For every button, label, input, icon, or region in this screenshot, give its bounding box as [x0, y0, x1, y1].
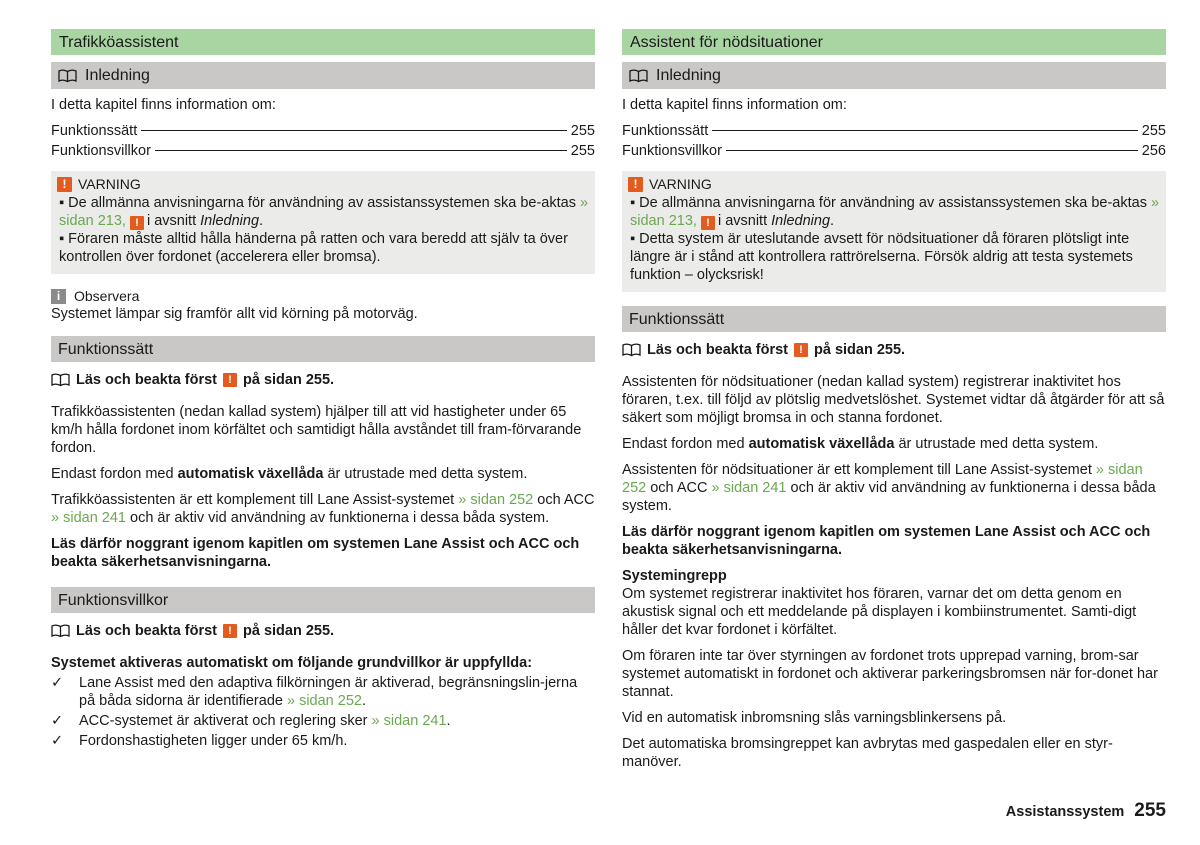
note-text: Systemet lämpar sig framför allt vid körning på motorväg.: [51, 306, 418, 322]
book-icon: [51, 373, 70, 387]
page-link[interactable]: » sidan 252: [458, 492, 534, 508]
paragraph: Endast fordon med automatisk växellåda är utrustade med detta system.: [51, 466, 528, 482]
intro-text: I detta kapitel finns information om:: [51, 97, 276, 113]
footer-section: Assistanssystem: [1005, 804, 1125, 820]
warning-icon: !: [628, 177, 643, 192]
section-title: Funktionssätt: [622, 306, 1166, 332]
toc-leader: [712, 130, 1138, 131]
paragraph: Om föraren inte tar över styrningen av fordonet trots upprepad varning, brom-sar systemet automatiskt in fordonet och aktiverar parkeringsbromsen när for-donet har stannat.: [622, 648, 1158, 700]
warning-header: [57, 175, 589, 193]
section-title: Funktionssätt: [51, 336, 595, 362]
toc-label: Funktionssätt: [622, 123, 709, 139]
note-title: Observera: [74, 288, 140, 304]
toc-label: Funktionssätt: [51, 123, 138, 139]
warning-icon: !: [130, 216, 144, 230]
check-icon: ✓: [51, 733, 64, 749]
toc-page: 255: [570, 123, 595, 139]
toc-entry[interactable]: [622, 142, 1166, 162]
toc-leader: [155, 150, 567, 151]
paragraph: Systemet aktiveras automatiskt om följande grundvillkor är uppfyllda:: [51, 655, 533, 671]
page-link[interactable]: » sidan 213,: [630, 195, 1160, 229]
toc-entry[interactable]: [51, 122, 595, 142]
warning-header: [628, 175, 1160, 193]
warning-icon: !: [794, 343, 808, 357]
intro-text: I detta kapitel finns information om:: [622, 97, 847, 113]
left-column: [51, 29, 595, 750]
book-icon: [629, 69, 648, 83]
check-item: ✓ Fordonshastigheten ligger under 65 km/h.: [51, 733, 348, 749]
warning-bullet: ▪ De allmänna anvisningarna för användning av assistanssystemen ska be-aktas » sidan 213, ! i avsnitt Inledning.: [59, 195, 589, 229]
chapter-title: Trafikköassistent: [51, 29, 595, 55]
check-item: ✓ Lane Assist med den adaptiva filkörningen är aktiverad, begränsningslin-jerna på båda sidorna är identifierade » sidan 252.: [51, 675, 578, 709]
info-icon: i: [51, 289, 66, 304]
check-icon: ✓: [51, 713, 64, 729]
toc-leader: [726, 150, 1138, 151]
page-link[interactable]: » sidan 241: [51, 510, 126, 526]
paragraph: Trafikköassistenten (nedan kallad system) hjälper till att vid hastigheter under 65 km/h hålla fordonet inom körfältet och samtidigt hålla avståndet till fram-förvarande fordon.: [51, 404, 582, 456]
paragraph: Det automatiska bromsingreppet kan avbrytas med gaspedalen eller en styr-manöver.: [622, 736, 1113, 770]
page-link[interactable]: » sidan 252: [286, 693, 362, 709]
warning-icon: !: [223, 373, 237, 387]
page-footer: [1006, 802, 1166, 821]
read-first: Läs och beakta först ! på sidan 255.: [622, 341, 1166, 359]
book-icon: [51, 624, 70, 638]
note-box: [51, 287, 595, 323]
warning-bullet: ▪ Föraren måste alltid hålla händerna på ratten och vara beredd att själv ta över kontrollen över fordonet (accelerera eller bromsa).: [59, 231, 568, 265]
toc-entry[interactable]: [622, 122, 1166, 142]
chapter-title: Assistent för nödsituationer: [622, 29, 1166, 55]
warning-bullet: ▪ Detta system är uteslutande avsett för nödsituationer då föraren plötsligt inte längre är i stånd att kontrollera rattrörelserna. Försök aldrig att testa systemets funktion – olycksrisk!: [630, 231, 1133, 283]
paragraph: Läs därför noggrant igenom kapitlen om systemen Lane Assist och ACC och beakta säkerhetsanvisningarna.: [622, 524, 1151, 558]
intro-title: Inledning: [85, 66, 150, 84]
paragraph: Assistenten för nödsituationer (nedan kallad system) registrerar inaktivitet hos föraren, t.ex. till följd av plötslig medvetslöshet. Systemet vidtar då åtgärder för att så säkert som möjligt bromsa in och stanna fordonet.: [622, 374, 1165, 426]
paragraph: Vid en automatisk inbromsning slås varningsblinkersens på.: [622, 710, 1007, 726]
check-icon: ✓: [51, 675, 64, 691]
intro-header: [622, 62, 1166, 89]
section-title: Funktionsvillkor: [51, 587, 595, 613]
toc-page: 256: [1141, 143, 1166, 159]
read-first: Läs och beakta först ! på sidan 255.: [51, 622, 595, 640]
warning-icon: !: [57, 177, 72, 192]
intro-title: Inledning: [656, 66, 721, 84]
paragraph: Assistenten för nödsituationer är ett komplement till Lane Assist-systemet » sidan 252 och ACC » sidan 241 och är aktiv vid användning av funktionerna i dessa båda system.: [622, 462, 1156, 514]
page-link[interactable]: » sidan 252: [622, 462, 1143, 496]
warning-icon: !: [701, 216, 715, 230]
subheading: Systemingrepp: [622, 568, 727, 584]
warning-bullet: ▪ De allmänna anvisningarna för användning av assistanssystemen ska be-aktas » sidan 213, ! i avsnitt Inledning.: [630, 195, 1160, 229]
paragraph: Trafikköassistenten är ett komplement till Lane Assist-systemet » sidan 252 och ACC » sidan 241 och är aktiv vid användning av funktionerna i dessa båda system.: [51, 492, 595, 526]
intro-header: [51, 62, 595, 89]
warning-title: VARNING: [78, 176, 141, 192]
toc-entry[interactable]: [51, 142, 595, 162]
note-header: [51, 287, 595, 305]
warning-icon: !: [223, 624, 237, 638]
toc-leader: [141, 130, 567, 131]
page-link[interactable]: » sidan 241: [371, 713, 447, 729]
book-icon: [622, 343, 641, 357]
toc-page: 255: [1141, 123, 1166, 139]
paragraph: Endast fordon med automatisk växellåda är utrustade med detta system.: [622, 436, 1099, 452]
warning-title: VARNING: [649, 176, 712, 192]
paragraph: Om systemet registrerar inaktivitet hos föraren, varnar det om detta genom en akustisk signal och ett meddelande på displayen i kombiinstrumentet. Samti-digt håller det kvar fordonet i körfältet.: [622, 586, 1137, 638]
book-icon: [58, 69, 77, 83]
toc-page: 255: [570, 143, 595, 159]
page-link[interactable]: » sidan 241: [711, 480, 787, 496]
page-number: 255: [1134, 800, 1166, 821]
paragraph: Läs därför noggrant igenom kapitlen om systemen Lane Assist och ACC och beakta säkerhetsanvisningarna.: [51, 536, 580, 570]
toc-label: Funktionsvillkor: [51, 143, 151, 159]
warning-box: [51, 171, 595, 274]
check-item: ✓ ACC-systemet är aktiverat och reglering sker » sidan 241.: [51, 713, 451, 729]
right-column: [622, 29, 1166, 771]
page-link[interactable]: » sidan 213,: [59, 195, 589, 229]
toc-label: Funktionsvillkor: [622, 143, 722, 159]
warning-box: [622, 171, 1166, 292]
read-first: Läs och beakta först ! på sidan 255.: [51, 371, 595, 389]
